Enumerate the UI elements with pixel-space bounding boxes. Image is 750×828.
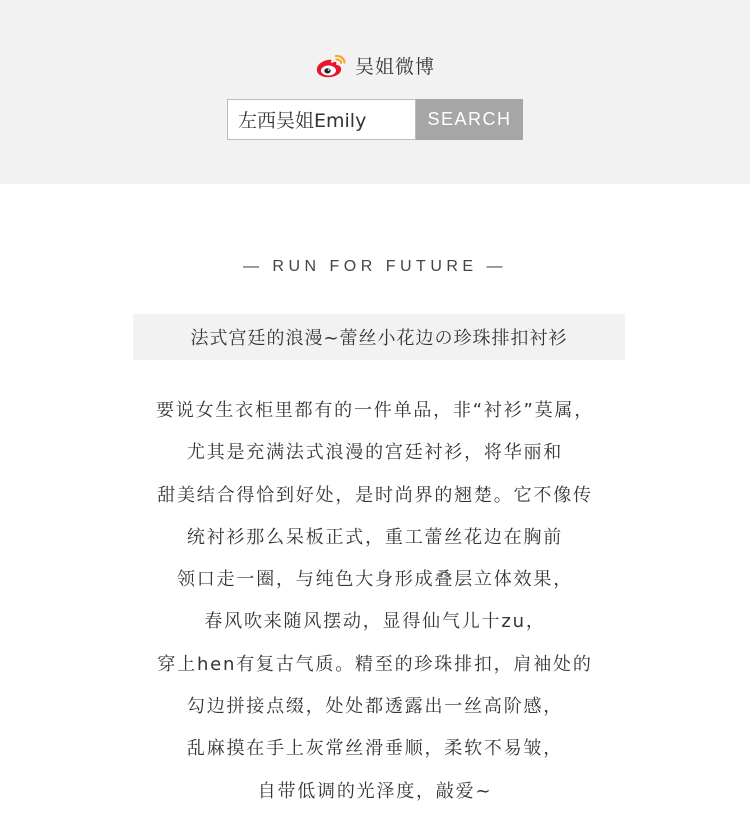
paragraph-line: 乱麻摸在手上灰常丝滑垂顺，柔软不易皱，	[186, 738, 564, 760]
brand-name: 吴姐微博	[354, 56, 435, 78]
search-input[interactable]	[227, 99, 416, 140]
paragraph-line: 统衬衫那么呆板正式，重工蕾丝花边在胸前	[186, 526, 564, 548]
weibo-brand-link[interactable]	[0, 52, 750, 79]
weibo-icon	[315, 53, 347, 79]
article-subtitle: 法式宫廷的浪漫~蕾丝小花边の珍珠排扣衬衫	[190, 328, 568, 349]
article-body	[0, 390, 750, 813]
paragraph-line: 穿上hen有复古气质。精至的珍珠排扣，肩袖处的	[157, 653, 593, 675]
search-bar	[227, 99, 523, 140]
paragraph-line: 甜美结合得恰到好处，是时尚界的翘楚。它不像传	[157, 484, 593, 506]
tagline: — RUN FOR FUTURE —	[242, 258, 508, 275]
paragraph-line: 勾边拼接点缀，处处都透露出一丝高阶感，	[186, 696, 564, 718]
paragraph-line: 领口走一圈，与纯色大身形成叠层立体效果，	[177, 569, 573, 591]
header-section	[0, 0, 750, 184]
search-button[interactable]: SEARCH	[416, 99, 523, 140]
paragraph-line: 尤其是充满法式浪漫的宫廷衬衫，将华丽和	[186, 442, 564, 464]
subtitle-box	[133, 314, 625, 360]
paragraph-line: 自带低调的光泽度，敲爱~	[257, 780, 493, 802]
paragraph-line: 要说女生衣柜里都有的一件单品，非“衬衫”莫属，	[155, 400, 595, 421]
paragraph-line: 春风吹来随风摆动，显得仙气儿十zu，	[204, 611, 546, 633]
